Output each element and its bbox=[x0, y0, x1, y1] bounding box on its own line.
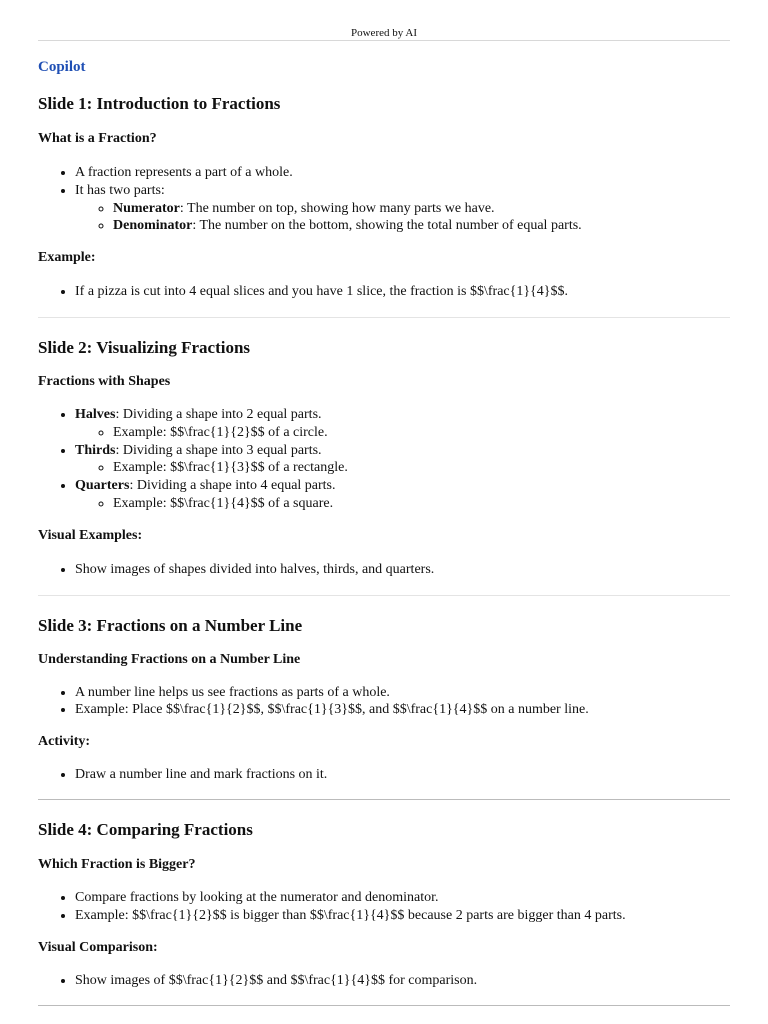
list-item bbox=[75, 406, 730, 442]
list-item bbox=[75, 442, 730, 478]
slide-4-list bbox=[38, 889, 730, 925]
list-item bbox=[75, 182, 730, 235]
list-item: • Show images of shapes divided into halves, thirds, and quarters. bbox=[75, 561, 730, 579]
list-item bbox=[113, 217, 730, 235]
slide-2-visual-list bbox=[38, 561, 730, 579]
term-numerator: Numerator bbox=[113, 200, 180, 216]
slide-1-title: Slide 1: Introduction to Fractions bbox=[38, 94, 281, 113]
list-item: ◦ Example: $$\frac{1}{2}$$ of a circle. bbox=[113, 424, 730, 442]
sublist bbox=[75, 495, 730, 513]
slide-4-heading: Which Fraction is Bigger? bbox=[38, 856, 196, 872]
list-item: ◦ Example: $$\frac{1}{3}$$ of a rectangle. bbox=[113, 459, 730, 477]
list-item: • A fraction represents a part of a whole. bbox=[75, 164, 730, 182]
term-denominator: Denominator bbox=[113, 218, 193, 234]
list-item: • Show images of $$\frac{1}{2}$$ and $$\frac{1}{4}$$ for comparison. bbox=[75, 972, 730, 990]
slide-3-heading: Understanding Fractions on a Number Line bbox=[38, 651, 301, 667]
slide-4-comparison-list bbox=[38, 972, 730, 990]
page-header bbox=[38, 0, 730, 41]
slide-3-title: Slide 3: Fractions on a Number Line bbox=[38, 615, 303, 635]
list-item: ◦ Example: $$\frac{1}{4}$$ of a square. bbox=[113, 495, 730, 513]
term-quarters: Quarters bbox=[75, 478, 130, 494]
slide-divider bbox=[38, 595, 730, 596]
term-definition: : Dividing a shape into 3 equal parts. bbox=[115, 442, 322, 458]
term-definition: : Dividing a shape into 4 equal parts. bbox=[129, 478, 336, 494]
term-halves: Halves bbox=[75, 406, 116, 422]
slide-3-activity-list bbox=[38, 766, 730, 784]
list-item-text: It has two parts: bbox=[75, 182, 165, 198]
slide-3-activity-heading: Activity: bbox=[38, 734, 91, 750]
slide-divider bbox=[38, 799, 730, 800]
slide-divider bbox=[38, 317, 730, 318]
list-item: • Draw a number line and mark fractions on it. bbox=[75, 766, 730, 784]
slide-2-visual-heading: Visual Examples: bbox=[38, 527, 143, 543]
list-item: • If a pizza is cut into 4 equal slices and you have 1 slice, the fraction is $$\frac{1}{4}$$. bbox=[75, 283, 730, 301]
slide-4-comparison-heading: Visual Comparison: bbox=[38, 939, 158, 955]
term-definition: : Dividing a shape into 2 equal parts. bbox=[115, 406, 322, 422]
slide-1-example-list bbox=[38, 283, 730, 301]
slide-2-title: Slide 2: Visualizing Fractions bbox=[38, 337, 251, 357]
slide-2-list bbox=[38, 406, 730, 513]
list-item: • A number line helps us see fractions as parts of a whole. bbox=[75, 684, 730, 702]
list-item: • Compare fractions by looking at the numerator and denominator. bbox=[75, 889, 730, 907]
sublist bbox=[75, 459, 730, 477]
slide-1-list bbox=[38, 164, 730, 235]
slide-1-heading: What is a Fraction? bbox=[38, 131, 157, 146]
list-item bbox=[113, 200, 730, 218]
list-item: • Example: Place $$\frac{1}{2}$$, $$\frac{1}{3}$$, and $$\frac{1}{4}$$ on a number line. bbox=[75, 701, 730, 719]
list-item: • Example: $$\frac{1}{2}$$ is bigger than $$\frac{1}{4}$$ because 2 parts are bigger than 4 parts. bbox=[75, 907, 730, 925]
copilot-brand: Copilot bbox=[38, 59, 86, 75]
list-item bbox=[75, 477, 730, 513]
slide-divider bbox=[38, 1005, 730, 1006]
document bbox=[38, 0, 730, 1006]
term-thirds: Thirds bbox=[75, 442, 116, 458]
powered-by-label: Powered by AI bbox=[351, 27, 417, 39]
sublist bbox=[75, 424, 730, 442]
slide-1-example-heading: Example: bbox=[38, 250, 96, 266]
term-definition: : The number on the bottom, showing the total number of equal parts. bbox=[192, 218, 582, 234]
slide-4-title: Slide 4: Comparing Fractions bbox=[38, 819, 253, 839]
slide-2-heading: Fractions with Shapes bbox=[38, 373, 171, 389]
term-definition: : The number on top, showing how many parts we have. bbox=[179, 200, 495, 216]
slide-1-sublist bbox=[75, 200, 730, 236]
slide-3-list bbox=[38, 684, 730, 720]
